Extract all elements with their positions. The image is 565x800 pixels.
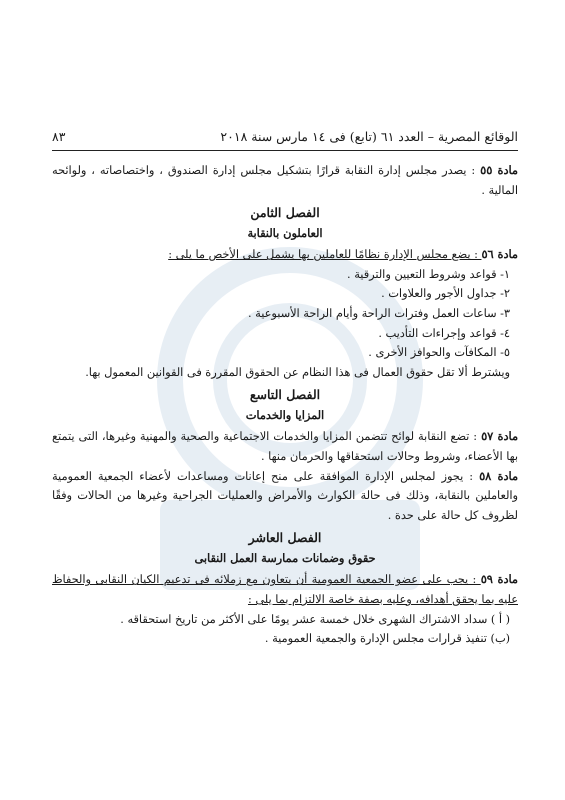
header-title: الوقائع المصرية – العدد ٦١ (تابع) فى ١٤ مارس سنة ٢٠١٨ bbox=[220, 129, 518, 144]
page-number: ٨٣ bbox=[52, 129, 66, 144]
article-59-list bbox=[52, 610, 518, 649]
article-text: : تضع النقابة لوائح تتضمن المزايا والخدمات الاجتماعية والصحية والمهنية وغيرها، التى يتمتع بها الأعضاء، وشروط وحالات استحقاقها والحرمان منها . bbox=[52, 430, 518, 463]
article-56-closing: ويشترط ألا تقل حقوق العمال فى هذا النظام عن الحقوق المقررة فى القوانين المعمول بها. bbox=[85, 365, 510, 379]
article-label: مادة ٥٦ bbox=[481, 247, 518, 262]
article-57 bbox=[52, 427, 518, 466]
list-item: ١- قواعد وشروط التعيين والترقية . bbox=[347, 267, 510, 281]
article-label: مادة ٥٩ bbox=[480, 572, 518, 587]
list-item: ٣- ساعات العمل وفترات الراحة وأيام الراحة الأسبوعية . bbox=[248, 306, 510, 320]
article-text: : يجوز لمجلس الإدارة الموافقة على منح إعانات ومساعدات لأعضاء الجمعية العمومية والعاملين بالنقابة، وذلك فى حالة الكوارث والأمراض والعمليات الجراحية وغيرها من الحالات وفقًا لظروف كل حالة على حدة . bbox=[52, 469, 518, 522]
chapter-10-subtitle: حقوق وضمانات ممارسة العمل النقابى bbox=[194, 551, 376, 566]
article-label: مادة ٥٧ bbox=[481, 429, 518, 444]
article-56-list bbox=[52, 265, 518, 363]
list-item: ٥- المكافآت والحوافز الأخرى . bbox=[368, 346, 510, 360]
article-55 bbox=[52, 161, 518, 200]
list-item: ( أ ) سداد الاشتراك الشهرى خلال خمسة عشر يومًا على الأكثر من تاريخ استحقاقه . bbox=[120, 612, 510, 626]
article-text: : يجب على عضو الجمعية العمومية أن يتعاون مع زملائه فى تدعيم الكيان النقابى والحفاظ عليه بما يحقق أهدافه، وعليه بصفة خاصة الالتزام بما يلى : bbox=[52, 573, 518, 606]
article-text: : يصدر مجلس إدارة النقابة قرارًا بتشكيل مجلس إدارة الصندوق ، واختصاصاته ، ولوائحه المالية . bbox=[52, 164, 518, 197]
chapter-8-title: الفصل الثامن bbox=[250, 205, 320, 221]
article-59 bbox=[52, 570, 518, 609]
page-header bbox=[52, 128, 518, 151]
chapter-9-title: الفصل التاسع bbox=[249, 387, 321, 403]
chapter-10-title: الفصل العاشر bbox=[248, 530, 322, 546]
chapter-8-subtitle: العاملون بالنقابة bbox=[247, 226, 323, 241]
list-item: ٤- قواعد وإجراءات التأديب . bbox=[378, 326, 510, 340]
article-label: مادة ٥٨ bbox=[479, 468, 518, 483]
chapter-9-subtitle: المزايا والخدمات bbox=[245, 408, 325, 423]
article-label: مادة ٥٥ bbox=[480, 163, 518, 177]
article-58 bbox=[52, 467, 518, 526]
list-item: ٢- جداول الأجور والعلاوات . bbox=[381, 287, 510, 301]
article-text: : يضع مجلس الإدارة نظامًا للعاملين بها يشمل على الأخص ما يلى : bbox=[168, 248, 482, 262]
document-page bbox=[52, 128, 518, 649]
article-56 bbox=[52, 245, 518, 265]
list-item: (ب) تنفيذ قرارات مجلس الإدارة والجمعية العمومية . bbox=[264, 632, 510, 646]
